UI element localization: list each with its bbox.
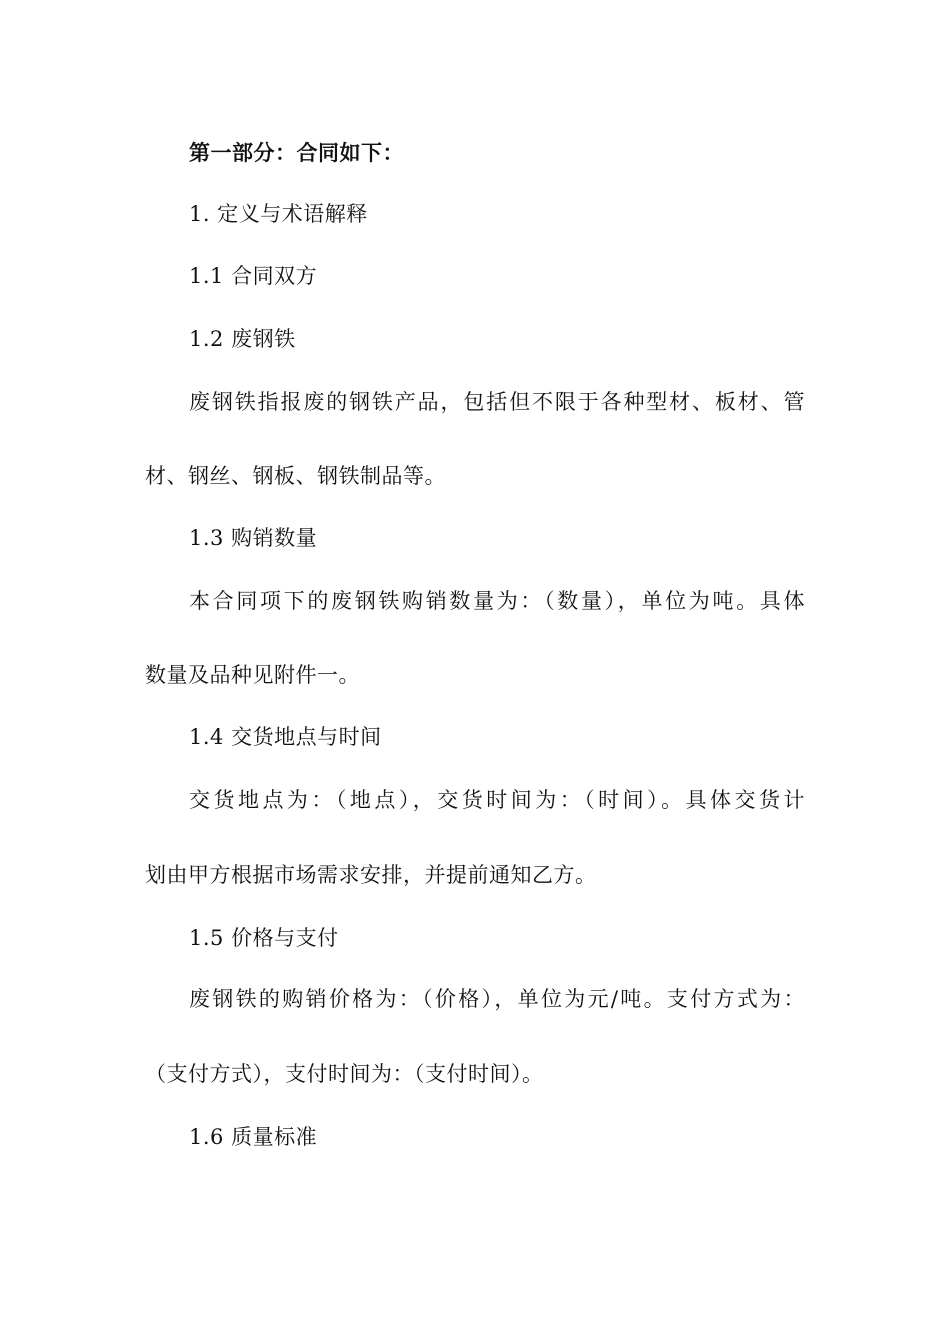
paragraph-1-3-line-1: 本合同项下的废钢铁购销数量为：（数量），单位为吨。具体 [189, 589, 805, 613]
paragraph-1-3-line-2: 数量及品种见附件一。 [145, 663, 360, 687]
clause-heading-1-3: 1.3 购销数量 [189, 526, 318, 550]
paragraph-1-5-line-1: 废钢铁的购销价格为：（价格），单位为元/吨。支付方式为： [189, 987, 805, 1011]
clause-heading-1-6: 1.6 质量标准 [189, 1125, 318, 1149]
paragraph-1-2-line-2: 材、钢丝、钢板、钢铁制品等。 [145, 464, 446, 488]
paragraph-1-2-line-1: 废钢铁指报废的钢铁产品，包括但不限于各种型材、板材、管 [189, 390, 805, 414]
clause-heading-1-1: 1.1 合同双方 [189, 264, 318, 288]
clause-heading-1-4: 1.4 交货地点与时间 [189, 725, 382, 749]
paragraph-1-4-line-2: 划由甲方根据市场需求安排，并提前通知乙方。 [145, 863, 597, 887]
clause-heading-1-2: 1.2 废钢铁 [189, 327, 296, 351]
paragraph-1-4-line-1: 交货地点为：（地点），交货时间为：（时间）。具体交货计 [189, 788, 805, 812]
paragraph-1-5-line-2: （支付方式），支付时间为：（支付时间）。 [145, 1062, 544, 1086]
clause-heading-1-5: 1.5 价格与支付 [189, 926, 339, 950]
clause-heading-1: 1. 定义与术语解释 [189, 202, 368, 226]
section-heading: 第一部分：合同如下： [189, 141, 404, 165]
